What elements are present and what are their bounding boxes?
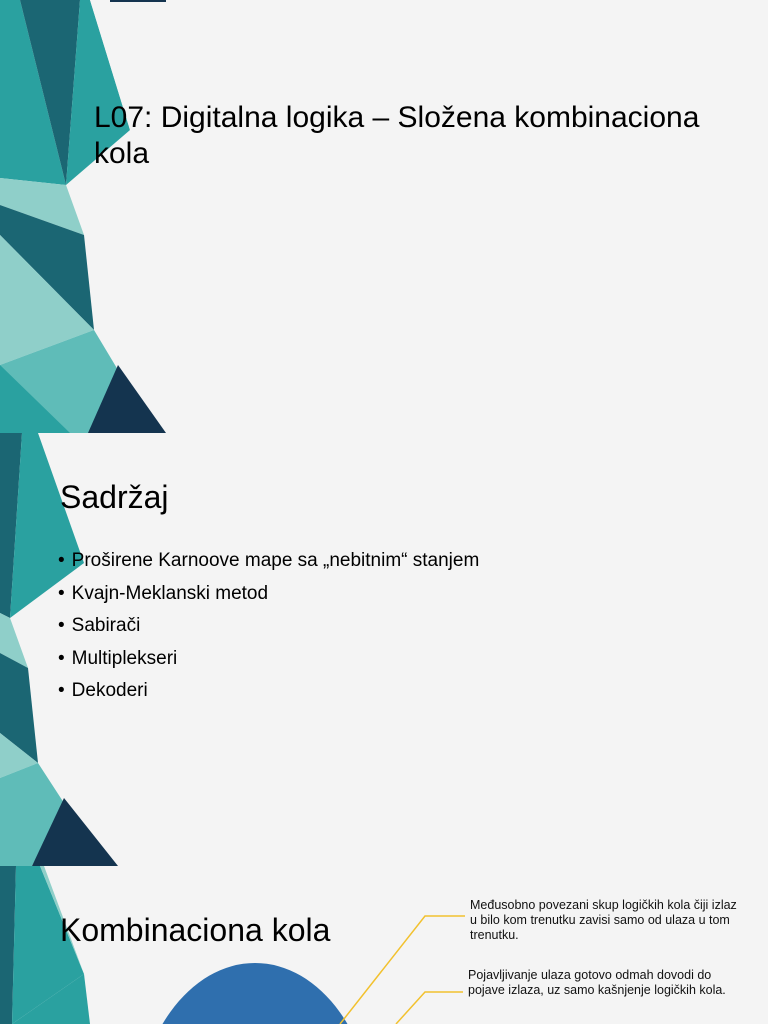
geometric-decoration [0, 0, 170, 433]
slide-combinational-circuits [0, 866, 768, 1024]
list-item: • Sabirači [58, 610, 479, 643]
list-item: • Dekoderi [58, 675, 479, 708]
slide-contents [0, 433, 768, 866]
contents-list [58, 545, 479, 708]
list-item: • Kvajn-Meklanski metod [58, 578, 479, 611]
callout-text: Pojavljivanje ulaza gotovo odmah dovodi do pojave izlaza, uz samo kašnjenje logičkih kola. [468, 968, 726, 997]
list-item: • Proširene Karnoove mape sa „nebitnim“ stanjem [58, 545, 479, 578]
section-title: Sadržaj [60, 479, 169, 515]
callout-text: Međusobno povezani skup logičkih kola čiji izlaz u bilo kom trenutku zavisi samo od ulaza u tom trenutku. [470, 898, 737, 942]
slide-title [0, 0, 768, 433]
section-title: Kombinaciona kola [60, 912, 331, 948]
presentation-title: L07: Digitalna logika – Složena kombinaciona kola [94, 101, 700, 170]
list-item: • Multiplekseri [58, 643, 479, 676]
